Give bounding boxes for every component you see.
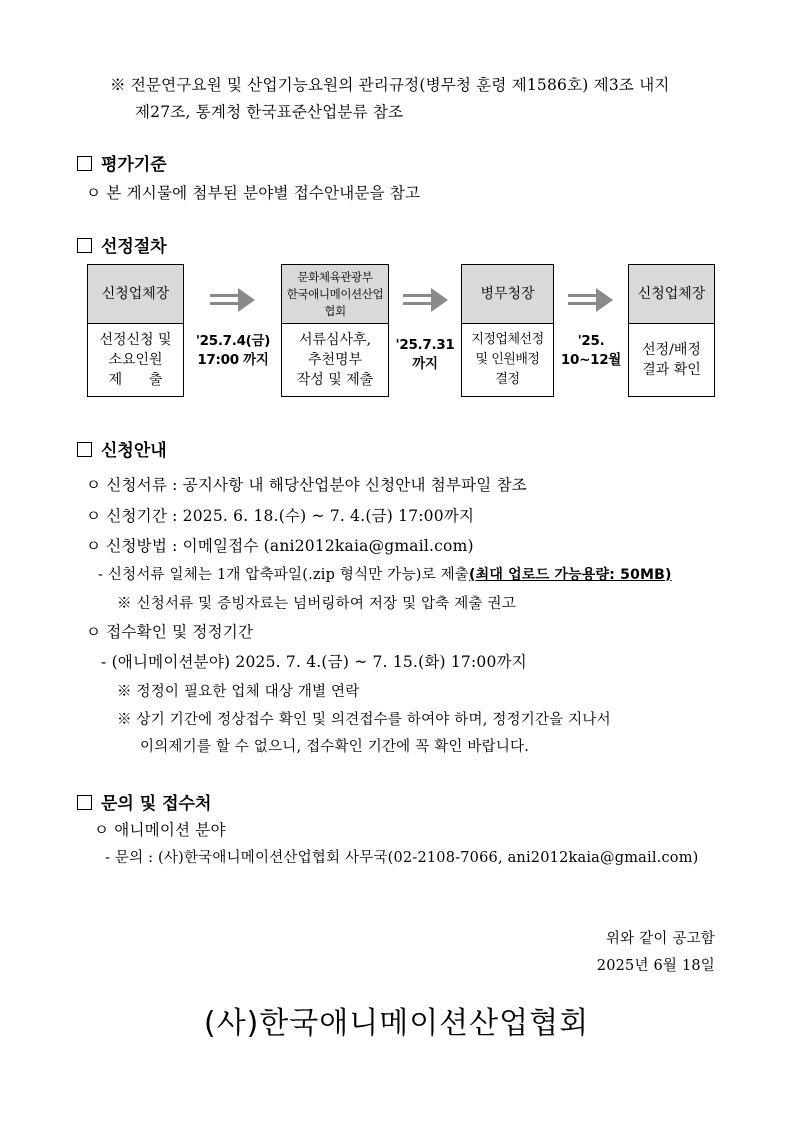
application-method: ㅇ 신청방법 : 이메일접수 (ani2012kaia@gmail.com) — [86, 537, 474, 555]
application-period: ㅇ 신청기간 : 2025. 6. 18.(수) ~ 7. 4.(금) 17:00까지 — [86, 507, 475, 525]
step-date-2: '25.7.31 까지 — [395, 337, 455, 372]
step-2-title: 문화체육관광부 한국애니메이션산업 협회 — [282, 265, 388, 324]
application-note-2-line-1: ※ 상기 기간에 정상접수 확인 및 의견접수를 하여야 하며, 정정기간을 지나서 — [117, 712, 611, 728]
step-1-title: 신청업체장 — [88, 265, 183, 324]
method-sub-text: - 신청서류 일체는 1개 압축파일(.zip 형식만 가능)로 제출 — [98, 567, 470, 583]
step-1-desc: 선정신청 및 소요인원 제 출 — [99, 331, 172, 388]
top-note-line-2: 제27조, 통계청 한국표준산업분류 참조 — [135, 103, 404, 121]
step-box-3 — [461, 264, 554, 397]
step-4-title: 신청업체장 — [629, 265, 714, 324]
checkbox-square-icon — [77, 795, 92, 810]
application-method-sub — [98, 563, 672, 584]
flow-arrow-icon — [210, 285, 256, 315]
step-4-desc: 선정/배정 결과 확인 — [642, 341, 701, 378]
step-box-2 — [281, 264, 389, 397]
application-docs: ㅇ 신청서류 : 공지사항 내 해당산업분야 신청안내 첨부파일 참조 — [86, 476, 527, 494]
step-3-desc: 지정업체선정 및 인원배정 결정 — [471, 331, 544, 387]
organization-name: (사)한국애니메이션산업협회 — [203, 1006, 590, 1041]
procedure-heading-text: 선정절차 — [101, 237, 167, 257]
step-3-title: 병무청장 — [462, 265, 553, 324]
contact-heading-text: 문의 및 접수처 — [101, 794, 212, 814]
criteria-item: ㅇ 본 게시물에 첨부된 분야별 접수안내문을 참고 — [86, 184, 421, 202]
application-heading-text: 신청안내 — [101, 441, 167, 461]
checkbox-square-icon — [77, 442, 92, 457]
application-confirm-sub: - (애니메이션분야) 2025. 7. 4.(금) ~ 7. 15.(화) 17:00까지 — [101, 653, 527, 671]
checkbox-square-icon — [77, 238, 92, 253]
procedure-heading — [77, 232, 167, 257]
application-confirm: ㅇ 접수확인 및 정정기간 — [86, 623, 254, 641]
flow-arrow-icon — [568, 285, 614, 315]
application-heading — [77, 436, 167, 461]
criteria-heading-text: 평가기준 — [101, 155, 167, 175]
checkbox-square-icon — [77, 156, 92, 171]
step-2-desc: 서류심사후, 추천명부 작성 및 제출 — [296, 331, 374, 388]
application-note-2-line-2: 이의제기를 할 수 없으니, 접수확인 기간에 꼭 확인 바랍니다. — [140, 739, 530, 755]
application-note-1: ※ 정정이 필요한 업체 대상 개별 연락 — [117, 684, 360, 700]
contact-heading — [77, 789, 211, 814]
flow-arrow-icon — [403, 285, 449, 315]
contact-field: ㅇ 애니메이션 분야 — [94, 821, 226, 839]
closing-statement: 위와 같이 공고함 — [605, 931, 715, 947]
closing-date: 2025년 6월 18일 — [596, 958, 715, 974]
contact-detail: - 문의 : (사)한국애니메이션산업협회 사무국(02-2108-7066, ani2012kaia@gmail.com) — [105, 850, 699, 866]
step-date-3: '25. 10~12월 — [560, 333, 622, 368]
top-note-line-1: ※ 전문연구요원 및 산업기능요원의 관리규정(병무청 훈령 제1586호) 제3조 내지 — [110, 76, 670, 94]
application-method-note: ※ 신청서류 및 증빙자료는 넘버링하여 저장 및 압축 제출 권고 — [117, 596, 516, 612]
step-box-4 — [628, 264, 715, 397]
criteria-heading — [77, 150, 167, 175]
upload-limit-emphasis: (최대 업로드 가능용량: 50MB) — [469, 567, 672, 583]
step-box-1 — [87, 264, 184, 397]
step-date-1: '25.7.4(금) 17:00 까지 — [195, 333, 271, 368]
